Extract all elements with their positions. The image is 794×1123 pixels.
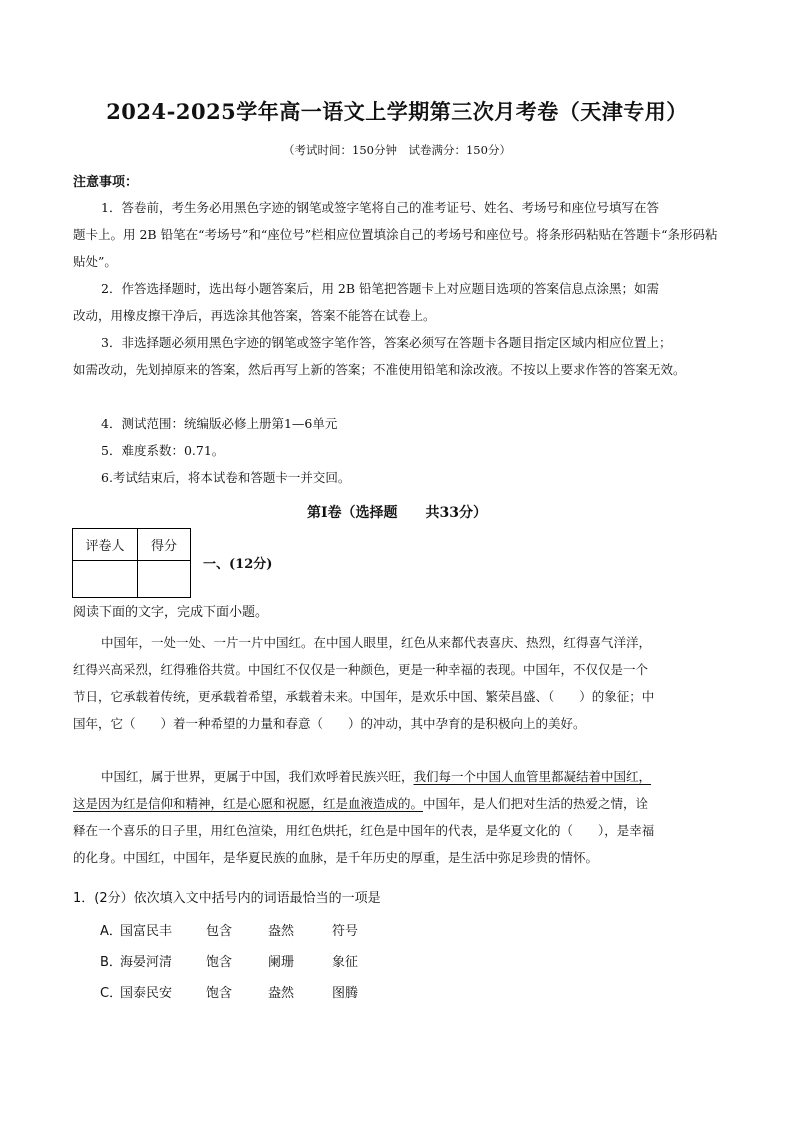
option-a[interactable] [100, 920, 358, 939]
part-label: 一、(12分) [203, 557, 273, 572]
note-text: 5．难度系数：0.71。 [101, 443, 225, 458]
note-item [73, 275, 721, 329]
passage-line: 红得兴高采烈，红得雅俗共赏。中国红不仅仅是一种颜色，更是一种幸福的表现。中国年，不仅仅是一个 [73, 662, 649, 677]
score-cell [138, 561, 191, 598]
question-stem: 1．(2分）依次填入文中括号内的词语最恰当的一项是 [73, 891, 381, 906]
passage-line [73, 790, 721, 817]
option-word: 图腾 [332, 986, 359, 1001]
note-item [73, 410, 721, 437]
reading-instruction: 阅读下面的文字，完成下面小题。 [73, 605, 269, 620]
note-text-continued: 改动，用橡皮擦干净后，再选涂其他答案，答案不能答在试卷上。 [73, 308, 436, 323]
notes-heading: 注意事项： [73, 175, 139, 190]
passage-paragraph-2 [73, 763, 721, 871]
option-b[interactable] [100, 951, 358, 970]
note-text-continued: 题卡上。用 2B 铅笔在“考场号”和“座位号”栏相应位置填涂自己的考场号和座位号。将条形码粘贴在答题卡“条形码粘贴处”。 [73, 227, 718, 269]
passage-line: 的化身。中国红，中国年，是华夏民族的血脉，是千年历史的厚重，是生活中弥足珍贵的情怀。 [73, 850, 599, 865]
option-word: 国富民丰 [120, 924, 173, 939]
passage-text: 中国红，属于世界，更属于中国，我们欢呼着民族兴旺， [101, 769, 414, 784]
option-word: 饱含 [206, 986, 233, 1001]
grader-cell [73, 561, 138, 598]
option-word: 阑珊 [268, 955, 295, 970]
note-item [73, 437, 721, 464]
passage-text: 中国年，是人们把对生活的热爱之情，诠 [423, 796, 649, 811]
underlined-sentence: 我们每一个中国人血管里都凝结着中国红， [413, 769, 652, 784]
option-word: 国泰民安 [120, 986, 173, 1001]
note-text-continued: 如需改动，先划掉原来的答案，然后再写上新的答案；不准使用铅笔和涂改液。不按以上要求作答的答案无效。 [73, 362, 686, 377]
passage-line [73, 763, 721, 790]
option-word: 海晏河清 [120, 955, 173, 970]
option-word: 盎然 [268, 924, 295, 939]
underlined-sentence: 这是因为红是信仰和精神，红是心愿和祝愿，红是血液造成的。 [73, 796, 424, 811]
option-word: 符号 [332, 924, 359, 939]
note-text: 3．非选择题必须用黑色字迹的钢笔或签字笔作答，答案必须写在答题卡各题目指定区域内相应位置上； [101, 335, 672, 350]
passage-line: 释在一个喜乐的日子里，用红色渲染，用红色烘托，红色是中国年的代表，是华夏文化的（ ），是幸福 [73, 823, 655, 838]
note-item [73, 329, 721, 383]
option-letter: A． [100, 924, 122, 939]
page-title: 2024-2025学年高一语文上学期第三次月考卷（天津专用） [106, 99, 688, 124]
note-text: 2．作答选择题时，选出每小题答案后，用 2B 铅笔把答题卡上对应题目选项的答案信息点涂黑；如需 [101, 281, 660, 296]
option-letter: C． [100, 986, 123, 1001]
grader-label: 评卷人 [73, 529, 138, 561]
option-c[interactable] [100, 982, 358, 1001]
section-title: 第Ⅰ卷（选择题 共33分） [306, 505, 488, 521]
option-word: 盎然 [268, 986, 295, 1001]
note-item [73, 194, 721, 275]
exam-info: （考试时间：150分钟 试卷满分：150分） [283, 143, 511, 157]
option-word: 象征 [332, 955, 359, 970]
note-text: 4．测试范围：统编版必修上册第1—6单元 [101, 416, 338, 431]
option-word: 饱含 [206, 955, 233, 970]
option-letter: B． [100, 955, 122, 970]
passage-line: 节日，它承载着传统，更承载着希望，承载着未来。中国年，是欢乐中国、繁荣昌盛、（ ）的象征；中 [73, 689, 655, 704]
note-text: 1．答卷前，考生务必用黑色字迹的钢笔或签字笔将自己的准考证号、姓名、考场号和座位号填写在答 [101, 200, 659, 215]
note-item [73, 464, 721, 491]
passage-line: 国年，它（ ）着一种希望的力量和春意（ ）的冲动，其中孕育的是积极向上的美好。 [73, 716, 586, 731]
score-box [72, 528, 191, 598]
passage-line: 中国年，一处一处、一片一片中国红。在中国人眼里，红色从来都代表喜庆、热烈，红得喜气洋洋， [101, 635, 652, 650]
passage-paragraph-1 [73, 629, 721, 737]
option-word: 包含 [206, 924, 233, 939]
note-text: 6.考试结束后，将本试卷和答题卡一并交回。 [101, 470, 351, 485]
score-label: 得分 [138, 529, 191, 561]
